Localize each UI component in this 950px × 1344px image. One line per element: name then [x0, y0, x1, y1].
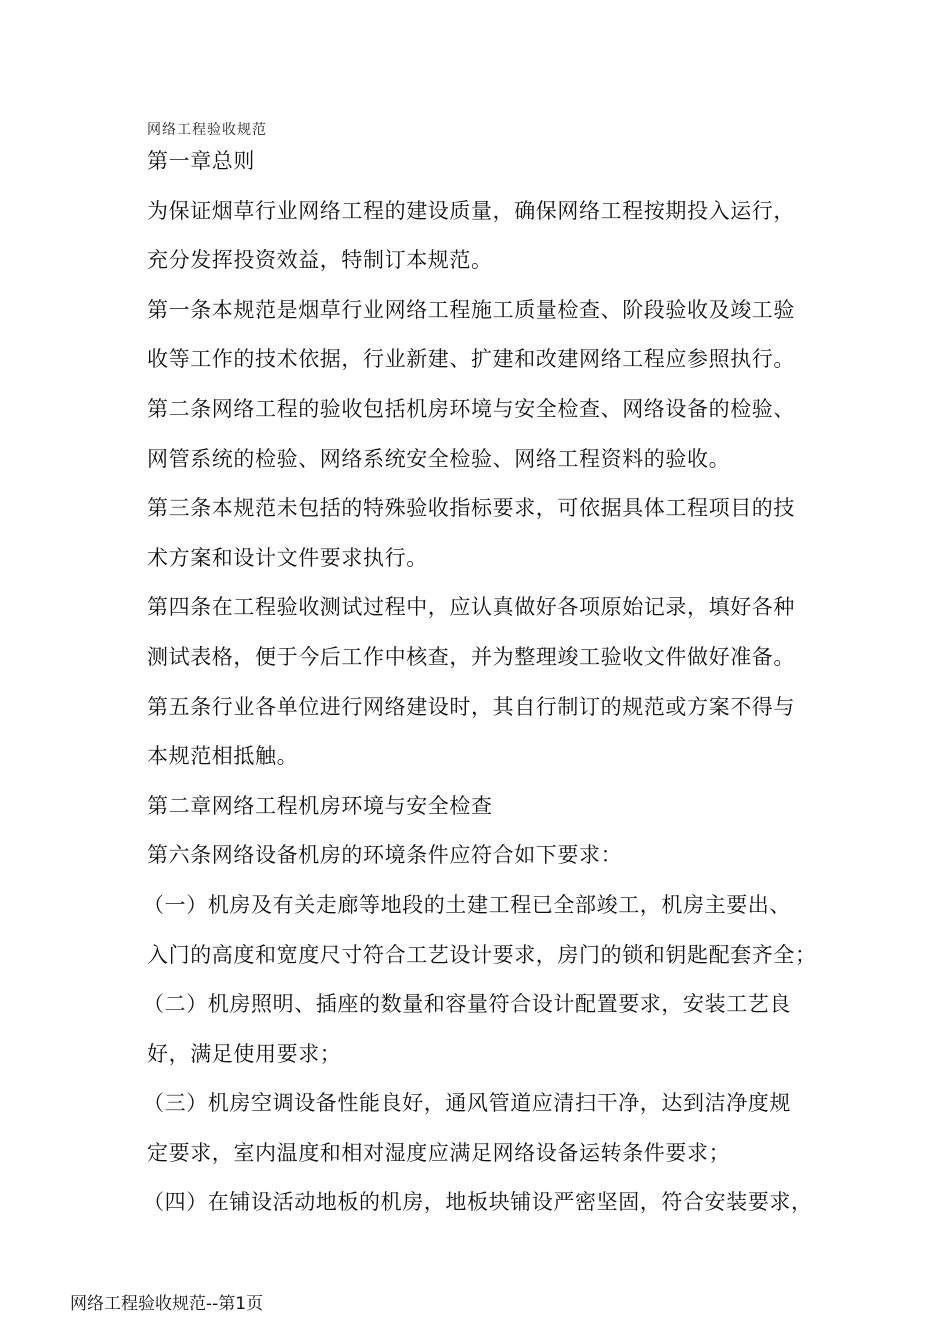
article-line: 收等工作的技术依据，行业新建、扩建和改建网络工程应参照执行。 [147, 347, 795, 372]
article-line: 第三条本规范未包括的特殊验收指标要求，可依据具体工程项目的技 [147, 496, 795, 521]
document-body [143, 145, 827, 1236]
article-line: 测试表格，便于今后工作中核查，并为整理竣工验收文件做好准备。 [147, 644, 795, 669]
list-item-line: 定要求，室内温度和相对湿度应满足网络设备运转条件要求； [147, 1140, 731, 1165]
paragraph-line: 充分发挥投资效益，特制订本规范。 [147, 248, 493, 273]
list-item-line: （二）机房照明、插座的数量和容量符合设计配置要求，安装工艺良 [143, 992, 791, 1017]
chapter-heading: 第一章总则 [147, 149, 255, 173]
article-line: 第二条网络工程的验收包括机房环境与安全检查、网络设备的检验、 [147, 396, 795, 421]
article-line: 第六条网络设备机房的环境条件应符合如下要求： [147, 843, 623, 868]
list-item-line: （一）机房及有关走廊等地段的土建工程已全部竣工，机房主要出、 [143, 892, 791, 917]
article-line: 网管系统的检验、网络系统安全检验、网络工程资料的验收。 [147, 446, 731, 471]
list-item-line: 入门的高度和宽度尺寸符合工艺设计要求，房门的锁和钥匙配套齐全； [147, 942, 817, 967]
article-line: 术方案和设计文件要求执行。 [147, 545, 428, 570]
article-line: 本规范相抵触。 [147, 744, 299, 769]
article-line: 第五条行业各单位进行网络建设时，其自行制订的规范或方案不得与 [147, 694, 795, 719]
article-line: 第一条本规范是烟草行业网络工程施工质量检查、阶段验收及竣工验 [147, 297, 795, 322]
list-item-line: （三）机房空调设备性能良好，通风管道应清扫干净，达到洁净度规 [143, 1091, 791, 1116]
chapter-heading: 第二章网络工程机房环境与安全检查 [147, 793, 493, 818]
list-item-line: （四）在铺设活动地板的机房，地板块铺设严密坚固，符合安装要求， [143, 1190, 813, 1215]
paragraph-line: 为保证烟草行业网络工程的建设质量，确保网络工程按期投入运行， [147, 198, 795, 223]
article-line: 第四条在工程验收测试过程中，应认真做好各项原始记录，填好各种 [147, 595, 795, 620]
list-item-line: 好，满足使用要求； [147, 1041, 342, 1066]
page-footer: 网络工程验收规范--第1页 [70, 1294, 264, 1314]
document-title: 网络工程验收规范 [147, 122, 267, 138]
